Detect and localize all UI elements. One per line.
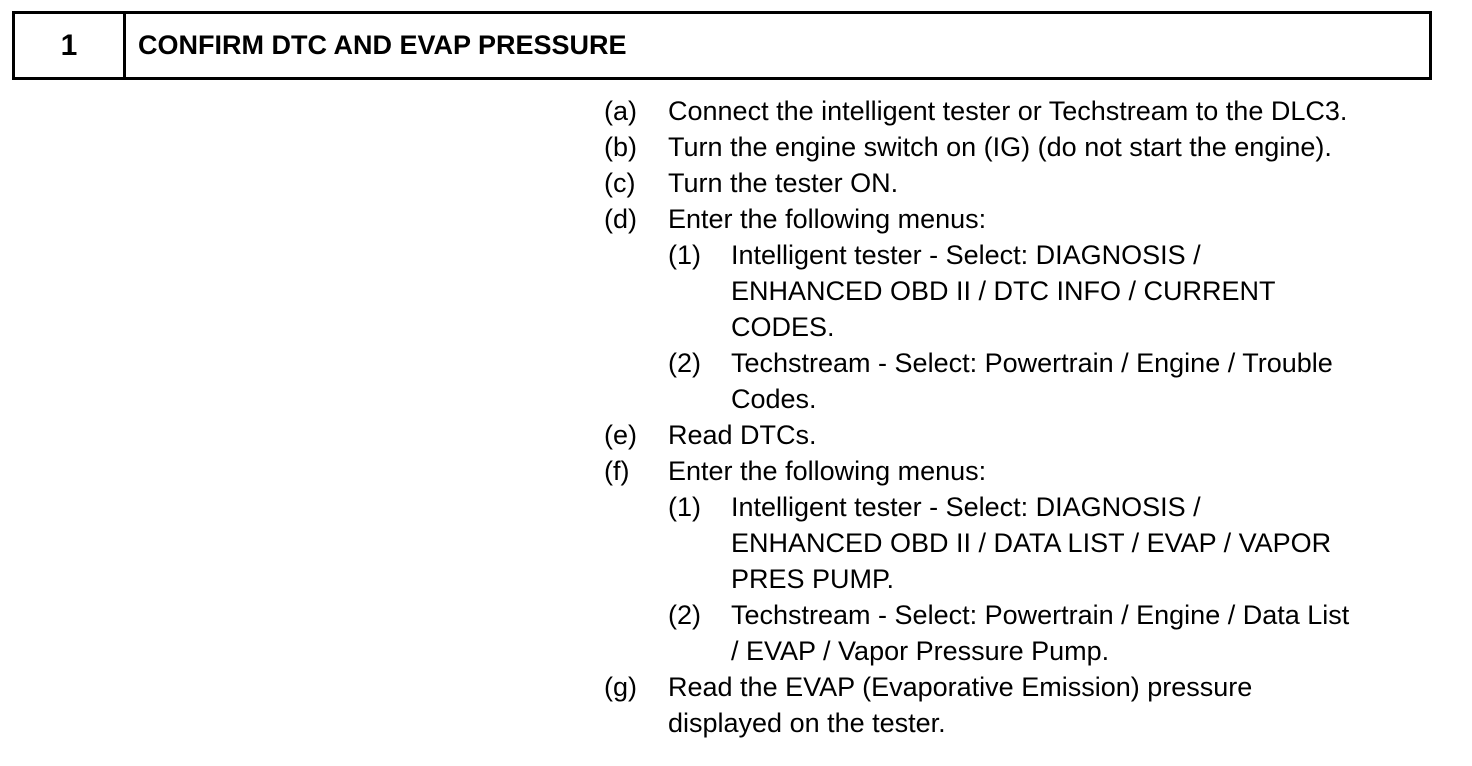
substep-d1 [604, 237, 1444, 345]
step-e [604, 417, 1444, 453]
substep-line: / EVAP / Vapor Pressure Pump. [731, 636, 1110, 666]
substep-f1 [604, 489, 1444, 597]
step-f [604, 453, 1444, 489]
step-marker: (d) [604, 204, 637, 234]
step-marker: (c) [604, 168, 636, 198]
step-text [668, 669, 1444, 741]
step-marker: (f) [604, 456, 630, 486]
step-b [604, 129, 1444, 165]
substep-line: Intelligent tester - Select: DIAGNOSIS / [731, 492, 1201, 522]
substep-text [731, 237, 1444, 345]
step-marker: (b) [604, 132, 637, 162]
substep-line: ENHANCED OBD II / DTC INFO / CURRENT [731, 276, 1276, 306]
step-c [604, 165, 1444, 201]
step-number: 1 [15, 14, 126, 77]
substep-d2 [604, 345, 1444, 417]
substep-line: Techstream - Select: Powertrain / Engine / Trouble [731, 348, 1333, 378]
substep-text [731, 597, 1444, 669]
step-a [604, 93, 1444, 129]
substep-line: PRES PUMP. [731, 564, 895, 594]
step-marker: (g) [604, 672, 637, 702]
step-text: Connect the intelligent tester or Techstream to the DLC3. [668, 96, 1348, 126]
step-title: CONFIRM DTC AND EVAP PRESSURE [138, 30, 627, 60]
substep-text [731, 489, 1444, 597]
substep-marker: (2) [668, 600, 701, 630]
step-text: Turn the engine switch on (IG) (do not start the engine). [668, 132, 1332, 162]
substep-line: Intelligent tester - Select: DIAGNOSIS / [731, 240, 1201, 270]
substep-marker: (1) [668, 240, 701, 270]
substep-f2 [604, 597, 1444, 669]
substep-line: CODES. [731, 312, 835, 342]
step-marker: (a) [604, 96, 637, 126]
substep-marker: (2) [668, 348, 701, 378]
step-text: Turn the tester ON. [668, 168, 899, 198]
step-line: displayed on the tester. [668, 708, 946, 738]
procedure-steps [604, 93, 1444, 741]
substep-line: Codes. [731, 384, 817, 414]
step-text: Enter the following menus: [668, 456, 987, 486]
step-g [604, 669, 1444, 741]
substep-line: ENHANCED OBD II / DATA LIST / EVAP / VAPOR [731, 528, 1332, 558]
step-line: Read the EVAP (Evaporative Emission) pressure [668, 672, 1253, 702]
step-text: Read DTCs. [668, 420, 817, 450]
step-header [12, 11, 1432, 80]
step-marker: (e) [604, 420, 637, 450]
substep-text [731, 345, 1444, 417]
step-text: Enter the following menus: [668, 204, 987, 234]
step-d [604, 201, 1444, 237]
substep-line: Techstream - Select: Powertrain / Engine / Data List [731, 600, 1350, 630]
substep-marker: (1) [668, 492, 701, 522]
